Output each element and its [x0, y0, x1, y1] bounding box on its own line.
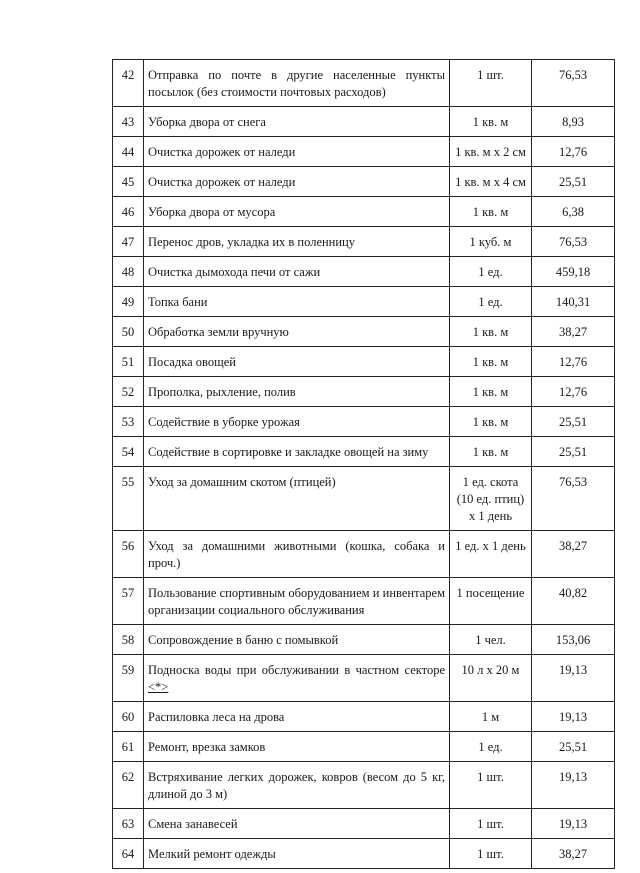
price-value: 8,93	[532, 107, 615, 137]
service-name: Перенос дров, укладка их в поленницу	[144, 227, 450, 257]
price-value: 76,53	[532, 227, 615, 257]
service-name: Пользование спортивным оборудованием и инвентарем организации социального обслуживания	[144, 578, 450, 625]
service-name: Уход за домашним скотом (птицей)	[144, 467, 450, 531]
unit-of-measure: 1 кв. м	[450, 317, 532, 347]
service-name: Отправка по почте в другие населенные пункты посылок (без стоимости почтовых расходов)	[144, 60, 450, 107]
table-row	[113, 467, 615, 531]
table-row	[113, 578, 615, 625]
unit-of-measure: 1 шт.	[450, 839, 532, 869]
price-value: 38,27	[532, 531, 615, 578]
table-row	[113, 60, 615, 107]
table-row	[113, 167, 615, 197]
table-row	[113, 257, 615, 287]
unit-of-measure: 1 ед. х 1 день	[450, 531, 532, 578]
price-value: 25,51	[532, 167, 615, 197]
unit-of-measure: 1 кв. м	[450, 347, 532, 377]
price-value: 19,13	[532, 655, 615, 702]
unit-of-measure: 1 ед.	[450, 732, 532, 762]
price-value: 19,13	[532, 702, 615, 732]
service-name: Встряхивание легких дорожек, ковров (весом до 5 кг, длиной до 3 м)	[144, 762, 450, 809]
unit-of-measure: 1 кв. м	[450, 377, 532, 407]
service-name: Содействие в уборке урожая	[144, 407, 450, 437]
price-value: 40,82	[532, 578, 615, 625]
price-value: 25,51	[532, 732, 615, 762]
table-row	[113, 197, 615, 227]
unit-of-measure: 1 ед. скота (10 ед. птиц) х 1 день	[450, 467, 532, 531]
price-value: 25,51	[532, 437, 615, 467]
unit-of-measure: 1 кв. м	[450, 197, 532, 227]
table-row	[113, 377, 615, 407]
service-name: Топка бани	[144, 287, 450, 317]
table-row	[113, 287, 615, 317]
table-row	[113, 137, 615, 167]
unit-of-measure: 1 кв. м	[450, 407, 532, 437]
unit-of-measure: 1 ед.	[450, 257, 532, 287]
table-row	[113, 839, 615, 869]
service-name: Распиловка леса на дрова	[144, 702, 450, 732]
table-row	[113, 809, 615, 839]
table-row	[113, 762, 615, 809]
row-number: 43	[113, 107, 144, 137]
unit-of-measure: 1 м	[450, 702, 532, 732]
row-number: 51	[113, 347, 144, 377]
unit-of-measure: 1 шт.	[450, 60, 532, 107]
table-row	[113, 107, 615, 137]
row-number: 45	[113, 167, 144, 197]
row-number: 48	[113, 257, 144, 287]
unit-of-measure: 1 ед.	[450, 287, 532, 317]
footnote-reference-link[interactable]: <*>	[148, 680, 169, 694]
unit-of-measure: 1 шт.	[450, 809, 532, 839]
row-number: 58	[113, 625, 144, 655]
unit-of-measure: 1 куб. м	[450, 227, 532, 257]
service-name: Посадка овощей	[144, 347, 450, 377]
unit-of-measure: 1 кв. м х 4 см	[450, 167, 532, 197]
unit-of-measure: 10 л х 20 м	[450, 655, 532, 702]
table-body	[113, 60, 615, 869]
table-row	[113, 317, 615, 347]
unit-of-measure: 1 кв. м х 2 см	[450, 137, 532, 167]
service-name: Очистка дымохода печи от сажи	[144, 257, 450, 287]
price-value: 25,51	[532, 407, 615, 437]
unit-of-measure: 1 посещение	[450, 578, 532, 625]
price-value: 38,27	[532, 839, 615, 869]
row-number: 46	[113, 197, 144, 227]
row-number: 62	[113, 762, 144, 809]
price-value: 76,53	[532, 467, 615, 531]
row-number: 57	[113, 578, 144, 625]
service-name: Очистка дорожек от наледи	[144, 167, 450, 197]
price-value: 153,06	[532, 625, 615, 655]
table-row	[113, 702, 615, 732]
row-number: 63	[113, 809, 144, 839]
unit-of-measure: 1 чел.	[450, 625, 532, 655]
row-number: 44	[113, 137, 144, 167]
table-row	[113, 227, 615, 257]
service-name: Уборка двора от снега	[144, 107, 450, 137]
row-number: 54	[113, 437, 144, 467]
row-number: 42	[113, 60, 144, 107]
row-number: 52	[113, 377, 144, 407]
table-row	[113, 655, 615, 702]
service-name-text: Подноска воды при обслуживании в частном секторе	[148, 663, 445, 677]
price-value: 38,27	[532, 317, 615, 347]
row-number: 53	[113, 407, 144, 437]
service-name: Уборка двора от мусора	[144, 197, 450, 227]
row-number: 59	[113, 655, 144, 702]
unit-of-measure: 1 кв. м	[450, 107, 532, 137]
row-number: 64	[113, 839, 144, 869]
service-name: Содействие в сортировке и закладке овощей на зиму	[144, 437, 450, 467]
service-name: Прополка, рыхление, полив	[144, 377, 450, 407]
service-name: Сопровождение в баню с помывкой	[144, 625, 450, 655]
table-row	[113, 732, 615, 762]
service-name: Смена занавесей	[144, 809, 450, 839]
table-row	[113, 625, 615, 655]
row-number: 61	[113, 732, 144, 762]
price-value: 12,76	[532, 347, 615, 377]
table-row	[113, 347, 615, 377]
services-price-table	[112, 59, 615, 869]
row-number: 49	[113, 287, 144, 317]
price-value: 76,53	[532, 60, 615, 107]
price-value: 140,31	[532, 287, 615, 317]
unit-of-measure: 1 кв. м	[450, 437, 532, 467]
service-name	[144, 655, 450, 702]
service-name: Уход за домашними животными (кошка, собака и проч.)	[144, 531, 450, 578]
price-value: 12,76	[532, 137, 615, 167]
service-name: Ремонт, врезка замков	[144, 732, 450, 762]
table-row	[113, 407, 615, 437]
unit-of-measure: 1 шт.	[450, 762, 532, 809]
table-row	[113, 531, 615, 578]
row-number: 60	[113, 702, 144, 732]
row-number: 50	[113, 317, 144, 347]
row-number: 56	[113, 531, 144, 578]
row-number: 47	[113, 227, 144, 257]
price-value: 12,76	[532, 377, 615, 407]
service-name: Обработка земли вручную	[144, 317, 450, 347]
service-name: Очистка дорожек от наледи	[144, 137, 450, 167]
price-value: 6,38	[532, 197, 615, 227]
price-value: 19,13	[532, 809, 615, 839]
table-row	[113, 437, 615, 467]
row-number: 55	[113, 467, 144, 531]
price-value: 459,18	[532, 257, 615, 287]
price-value: 19,13	[532, 762, 615, 809]
service-name: Мелкий ремонт одежды	[144, 839, 450, 869]
